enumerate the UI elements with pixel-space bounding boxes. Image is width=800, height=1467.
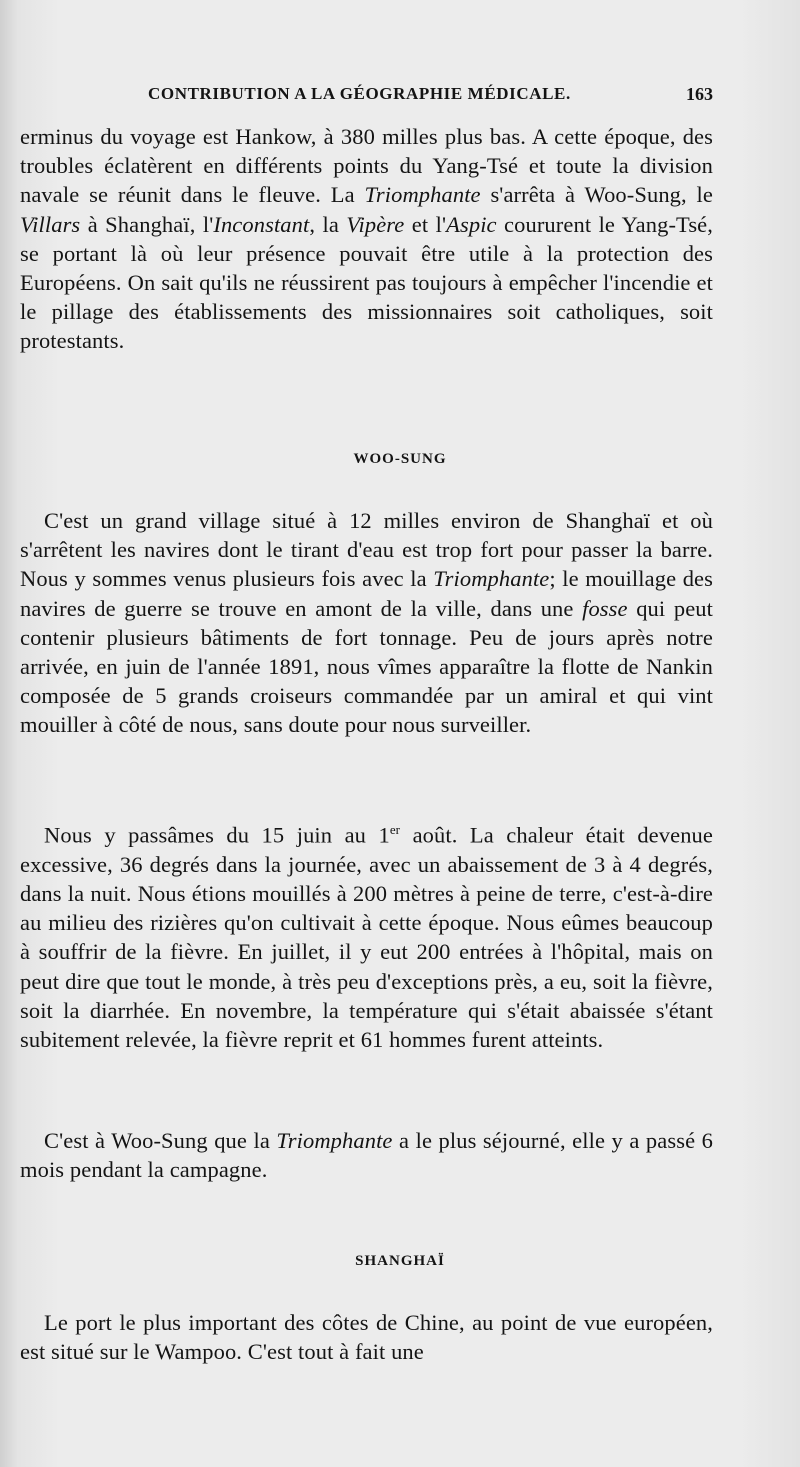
ship-name-inconstant: Inconstant	[213, 211, 310, 237]
page-header	[148, 84, 713, 108]
woo-sung-text-1b: ; le mouillage des navires de guerre se trouve en amont de la ville, dans une	[20, 566, 713, 621]
woo-sung-text-1c: qui peut contenir plusieurs bâtiments de fort tonnage. Peu de jours après notre arrivée, en juin de l'année 1891, nous vîmes apparaître la flotte de Nankin composée de 5 grands croiseurs commandée par un amiral et qui vint mouiller à côté de nous, sans doute pour nous surveiller.	[20, 595, 714, 738]
intro-text-6: coururent le Yang-Tsé, se portant là où leur présence pouvait être utile à la protection des Européens. On sait qu'ils ne réussirent pas toujours à empêcher l'incendie et le pillage des établissements des missionnaires soit catholiques, soit protestants.	[20, 211, 713, 354]
woo-sung-paragraph-2	[20, 815, 713, 1054]
ship-name-aspic: Aspic	[446, 211, 497, 237]
woo-sung-text-1a: C'est un grand village situé à 12 milles environ de Shanghaï et où s'arrêtent les navires dont le tirant d'eau est trop fort pour passer la barre. Nous y sommes venus plusieurs fois avec la	[20, 508, 713, 592]
shanghai-para-1: Le port le plus important des côtes de Chine, au point de vue européen, est situé sur le Wampoo. C'est tout à fait une	[20, 1310, 713, 1365]
woo-sung-text-2a: Nous y passâmes du 15 juin au 1	[44, 822, 390, 848]
ship-name-triomphante: Triomphante	[433, 566, 550, 592]
running-head: CONTRIBUTION A LA GÉOGRAPHIE MÉDICALE.	[148, 84, 571, 103]
intro-text-1: erminus du voyage est Hankow, à 380 milles plus bas. A cette époque, des troubles éclatèrent en différents points du Yang-Tsé et toute la division navale se réunit dans le fleuve. La	[20, 124, 713, 208]
woo-sung-paragraph-3	[20, 1126, 713, 1184]
page-number: 163	[686, 84, 713, 104]
shanghai-paragraph-1	[20, 1308, 713, 1366]
ship-name-triomphante: Triomphante	[364, 182, 481, 208]
section-heading-shanghai: SHANGHAÏ	[355, 1253, 445, 1269]
woo-sung-para-3	[20, 1126, 713, 1184]
intro-paragraph-block	[20, 122, 713, 356]
ship-name-vipere: Vipère	[346, 211, 405, 237]
ship-name-villars: Villars	[20, 211, 81, 237]
intro-paragraph	[20, 122, 713, 356]
woo-sung-text-3a: C'est à Woo-Sung que la	[44, 1128, 277, 1153]
section-heading-woo-sung: WOO-SUNG	[353, 451, 447, 467]
superscript-er: er	[389, 822, 401, 837]
intro-text-2: s'arrêta à Woo-Sung, le	[480, 182, 713, 208]
intro-text-3: à Shanghaï, l'	[80, 211, 214, 237]
ship-name-triomphante: Triomphante	[276, 1128, 393, 1153]
woo-sung-text-2b: août. La chaleur était devenue excessive, 36 degrés dans la journée, avec un abaissement de 3 à 4 degrés, dans la nuit. Nous étions mouillés à 200 mètres à peine de terre, c'est-à-dire au milieu des rizières qu'on cultivait à cette époque. Nous eûmes beaucoup à souffrir de la fièvre. En juillet, il y eut 200 entrées à l'hôpital, mais on peut dire que tout le monde, à très peu d'exceptions près, a eu, soit la fièvre, soit la diarrhée. En novembre, la température qui s'était abaissée s'étant subitement relevée, la fièvre reprit et 61 hommes furent atteints.	[20, 822, 713, 1052]
intro-text-4: , la	[309, 211, 347, 237]
woo-sung-para-2	[20, 815, 713, 1054]
term-fosse: fosse	[582, 595, 628, 621]
woo-sung-para-1	[20, 506, 713, 740]
intro-text-5: et l'	[404, 211, 447, 237]
woo-sung-paragraph-1	[20, 506, 713, 740]
woo-sung-text-3b: a le plus séjourné, elle y a passé 6 mois pendant la campagne.	[20, 1128, 714, 1183]
